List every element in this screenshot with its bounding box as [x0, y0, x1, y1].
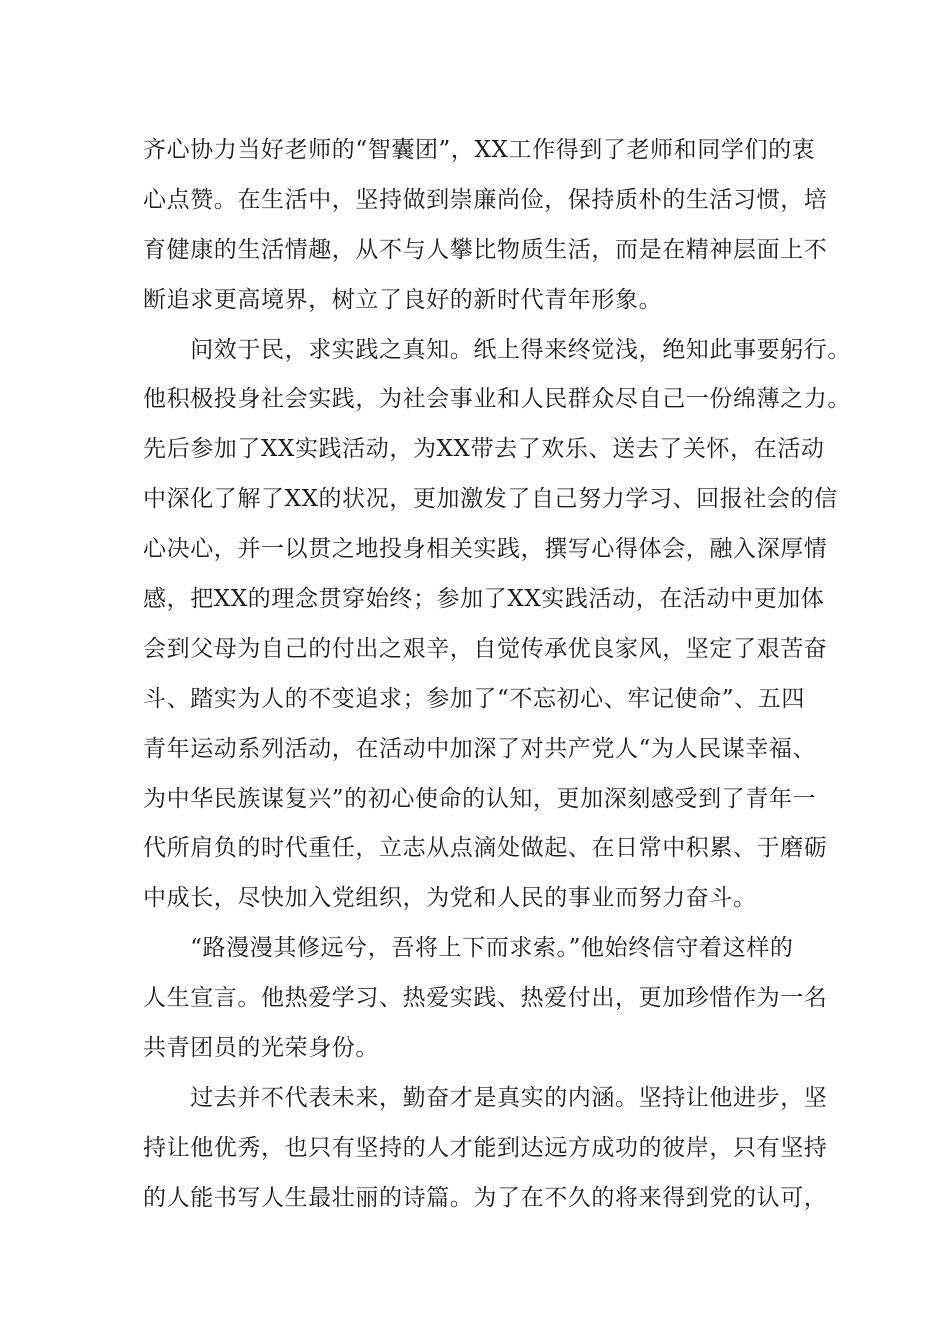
- paragraph-start-line: 问效于民，求实践之真知。纸上得来终觉浅，绝知此事要躬行。: [143, 336, 851, 363]
- text-line: 的人能书写人生最壮丽的诗篇。为了在不久的将来得到党的认可，: [143, 1184, 828, 1211]
- text-line: 持让他优秀，也只有坚持的人才能到达远方成功的彼岸，只有坚持: [143, 1134, 828, 1161]
- text-line: 断追求更高境界，树立了良好的新时代青年形象。: [143, 286, 663, 313]
- text-line: 齐心协力当好老师的“智囊团”，XX工作得到了老师和同学们的衷: [143, 137, 816, 163]
- text-line: 心决心，并一以贯之地投身相关实践，撰写心得体会，融入深厚情: [143, 536, 828, 563]
- document-body: [143, 126, 851, 1224]
- text-line: 人生宣言。他热爱学习、热爱实践、热爱付出，更加珍惜作为一名: [143, 985, 828, 1012]
- text-line: 中成长，尽快加入党组织，为党和人民的事业而努力奋斗。: [143, 885, 757, 912]
- text-line: 共青团员的光荣身份。: [143, 1035, 379, 1062]
- text-line: 斗、踏实为人的不变追求；参加了“不忘初心、牢记使命”、五四: [143, 685, 805, 712]
- text-line: 青年运动系列活动，在活动中加深了对共产党人“为人民谋幸福、: [143, 735, 817, 762]
- text-line: 感，把XX的理念贯穿始终；参加了XX实践活动，在活动中更加体: [143, 586, 825, 613]
- text-line: 会到父母为自己的付出之艰辛，自觉传承优良家风，坚定了艰苦奋: [143, 635, 828, 662]
- text-line: 他积极投身社会实践，为社会事业和人民群众尽自己一份绵薄之力。: [143, 386, 851, 413]
- text-line: 育健康的生活情趣，从不与人攀比物质生活，而是在精神层面上不: [143, 236, 828, 263]
- text-line: 中深化了解了XX的状况，更加激发了自己努力学习、回报社会的信: [143, 486, 838, 513]
- text-line: 先后参加了XX实践活动，为XX带去了欢乐、送去了关怀，在活动: [143, 436, 825, 463]
- text-line: 代所肩负的时代重任，立志从点滴处做起、在日常中积累、于磨砺: [143, 835, 828, 862]
- paragraph-start-line: “路漫漫其修远兮，吾将上下而求索。”他始终信守着这样的: [143, 935, 794, 962]
- text-line: 心点赞。在生活中，坚持做到崇廉尚俭，保持质朴的生活习惯，培: [143, 186, 828, 213]
- text-line: 为中华民族谋复兴”的初心使命的认知，更加深刻感受到了青年一: [143, 785, 817, 812]
- paragraph-start-line: 过去并不代表未来，勤奋才是真实的内涵。坚持让他进步，坚: [143, 1084, 828, 1111]
